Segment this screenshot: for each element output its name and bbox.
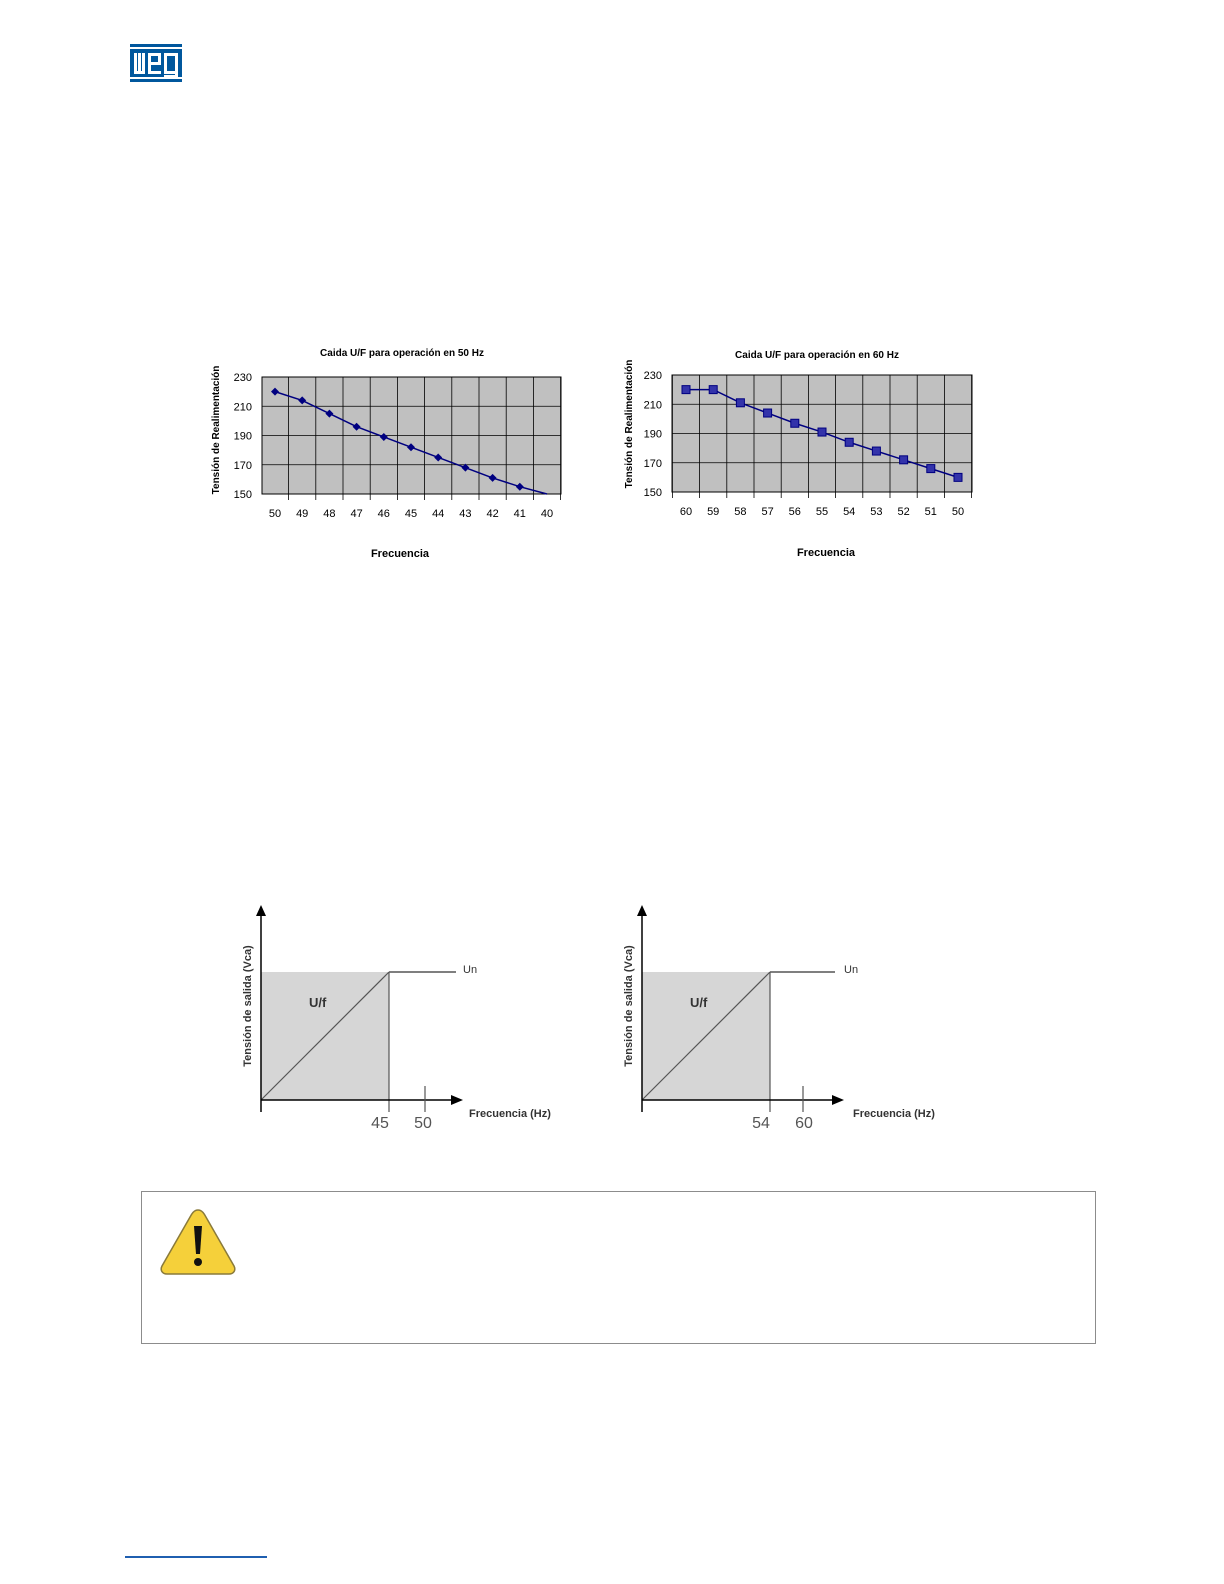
- data-point: [927, 465, 935, 473]
- x-tick-label: 59: [707, 506, 720, 518]
- x-tick-label: 41: [513, 508, 526, 520]
- x-tick-label: 56: [788, 506, 801, 518]
- chart-title: Caida U/F para operación en 50 Hz: [320, 348, 484, 359]
- x-tick-label: 50: [951, 506, 965, 518]
- x-tick-label: 47: [350, 508, 363, 520]
- x-tick-label: 46: [377, 508, 390, 520]
- footer-rule: [125, 1556, 267, 1558]
- x-tick-label: 48: [323, 508, 336, 520]
- tick-nominal: 60: [795, 1115, 813, 1132]
- y-tick-label: 150: [643, 487, 662, 499]
- y-axis-arrow-icon: [256, 905, 266, 916]
- x-tick-label: 43: [459, 508, 472, 520]
- chart-title: Caida U/F para operación en 60 Hz: [735, 350, 899, 361]
- y-axis-label: Tensión de salida (Vca): [242, 945, 254, 1067]
- y-axis-label: Tensión de Realimentación: [211, 365, 222, 495]
- tick-knee: 54: [752, 1115, 770, 1132]
- x-tick-label: 45: [404, 508, 418, 520]
- x-axis-label: Frecuencia: [370, 548, 430, 560]
- chart-uf-50hz: [205, 340, 585, 575]
- x-tick-label: 42: [486, 508, 499, 520]
- data-point: [818, 428, 826, 436]
- data-point: [900, 456, 908, 464]
- y-tick-label: 230: [233, 372, 252, 384]
- x-tick-label: 54: [843, 506, 856, 518]
- weg-logo: [130, 44, 182, 87]
- x-tick-label: 55: [815, 506, 829, 518]
- y-axis-arrow-icon: [637, 905, 647, 916]
- data-point: [791, 419, 799, 427]
- chart-uf-60hz: [615, 340, 995, 575]
- y-tick-label: 230: [643, 370, 662, 382]
- uf-diagram-50hz: [235, 900, 575, 1145]
- y-axis-label: Tensión de salida (Vca): [623, 945, 635, 1067]
- y-tick-label: 190: [643, 428, 662, 441]
- x-axis-label: Frecuencia (Hz): [469, 1108, 551, 1120]
- y-tick-label: 170: [233, 459, 252, 472]
- data-point: [736, 399, 744, 407]
- y-tick-label: 170: [643, 457, 662, 470]
- warning-triangle-icon: [158, 1206, 238, 1283]
- x-tick-label: 60: [679, 506, 693, 518]
- x-tick-label: 58: [734, 506, 747, 518]
- region-label: U/f: [309, 995, 327, 1010]
- x-tick-label: 49: [296, 508, 309, 520]
- x-axis-label: Frecuencia (Hz): [853, 1108, 935, 1120]
- x-axis-label: Frecuencia: [796, 547, 856, 559]
- y-tick-label: 150: [233, 489, 252, 501]
- data-point: [954, 473, 962, 481]
- x-axis-arrow-icon: [832, 1095, 844, 1105]
- region-label: U/f: [690, 995, 708, 1010]
- warning-box: [141, 1191, 1096, 1344]
- x-tick-label: 50: [268, 508, 282, 520]
- data-point: [709, 386, 717, 394]
- x-axis-arrow-icon: [451, 1095, 463, 1105]
- y-axis-label: Tensión de Realimentación: [624, 359, 635, 489]
- data-point: [845, 438, 853, 446]
- data-point: [872, 447, 880, 455]
- x-tick-label: 51: [924, 506, 937, 518]
- y-tick-label: 210: [233, 401, 252, 414]
- x-tick-label: 52: [897, 506, 910, 518]
- tick-nominal: 50: [414, 1115, 432, 1132]
- x-tick-label: 44: [432, 508, 445, 520]
- y-tick-label: 190: [233, 430, 252, 443]
- level-label: Un: [463, 964, 478, 976]
- data-point: [682, 386, 690, 394]
- data-point: [764, 409, 772, 417]
- x-tick-label: 57: [761, 506, 774, 518]
- uf-diagram-60hz: [616, 900, 956, 1145]
- x-tick-label: 40: [540, 508, 554, 520]
- y-tick-label: 210: [643, 399, 662, 412]
- tick-knee: 45: [371, 1115, 389, 1132]
- level-label: Un: [844, 964, 859, 976]
- x-tick-label: 53: [870, 506, 883, 518]
